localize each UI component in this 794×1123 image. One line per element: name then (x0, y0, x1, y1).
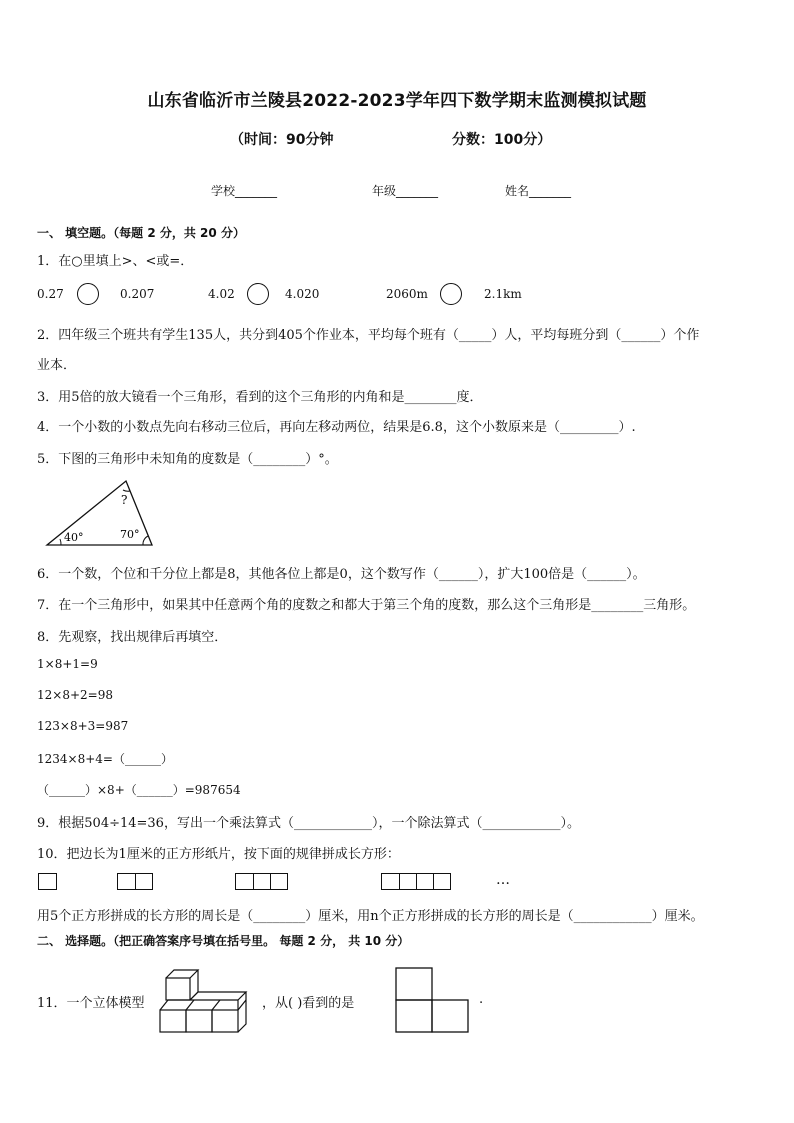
grade-field: 年级_______ (372, 184, 439, 198)
question-9: 9．根据504÷14=36，写出一个乘法算式（____________），一个除法算式（____________）。 (37, 816, 580, 831)
question-2: 2．四年级三个班共有学生135人，共分到405个作业本，平均每个班有（_____）人，平均每班分到（______）个作 (37, 328, 700, 343)
page-title: 山东省临沂市兰陵县2022-2023学年四下数学期末监测模拟试题 (147, 91, 647, 111)
section-2-heading: 二、 选择题。（把正确答案序号填在括号里。 每题 2 分， 共 10 分） (37, 934, 410, 948)
q8-line-1: 1×8+1=9 (37, 657, 98, 671)
view-figure (395, 967, 471, 1033)
school-field: 学校_______ (211, 184, 278, 198)
square-row-2 (117, 873, 153, 890)
square-row-3 (235, 873, 288, 890)
q8-line-2: 12×8+2=98 (37, 688, 113, 702)
angle-left-label: 40° (64, 531, 84, 544)
square-row-4 (381, 873, 451, 890)
unknown-angle-label: ? (121, 493, 128, 507)
q1-pair3-right: 2.1km (484, 287, 522, 301)
question-8: 8．先观察，找出规律后再填空． (37, 630, 228, 645)
ellipsis: … (496, 872, 510, 888)
compare-circle[interactable] (77, 283, 99, 305)
cube-model-figure (158, 966, 250, 1036)
compare-circle[interactable] (247, 283, 269, 305)
q8-line-5: （______）×8+（______）=987654 (37, 783, 241, 797)
q8-line-3: 123×8+3=987 (37, 719, 129, 733)
question-5: 5．下图的三角形中未知角的度数是（________）°。 (37, 452, 338, 467)
section-1-heading: 一、 填空题。（每题 2 分，共 20 分） (37, 226, 245, 240)
exam-score: 分数：100分） (452, 132, 552, 148)
q8-line-4: 1234×8+4=（______） (37, 752, 173, 766)
q1-pair2-right: 4.020 (285, 287, 320, 301)
question-10-text: 用5个正方形拼成的长方形的周长是（________）厘米，用n个正方形拼成的长方形的周长是（____________）厘米。 (37, 909, 704, 924)
name-field: 姓名_______ (505, 184, 572, 198)
compare-circle[interactable] (440, 283, 462, 305)
question-3: 3．用5倍的放大镜看一个三角形，看到的这个三角形的内角和是________度． (37, 390, 483, 405)
question-11: 11．一个立体模型 (37, 996, 145, 1011)
q1-pair1-right: 0.207 (120, 287, 155, 301)
triangle-figure (44, 478, 156, 548)
question-2-cont: 业本． (37, 358, 77, 373)
q1-pair1-left: 0.27 (37, 287, 64, 301)
q1-pair3-left: 2060m (386, 287, 428, 301)
exam-time: （时间：90分钟 (230, 132, 334, 148)
question-6: 6．一个数，个位和千分位上都是8，其他各位上都是0，这个数写作（______），扩大100倍是（______）。 (37, 567, 646, 582)
question-10: 10．把边长为1厘米的正方形纸片，按下面的规律拼成长方形： (37, 847, 400, 862)
question-1: 1．在○里填上>、<或=． (37, 254, 194, 269)
question-4: 4．一个小数的小数点先向右移动三位后，再向左移动两位，结果是6.8，这个小数原来是（_________）. (37, 420, 636, 435)
angle-right-label: 70° (120, 528, 140, 541)
square-row-1 (38, 873, 57, 890)
question-7: 7．在一个三角形中，如果其中任意两个角的度数之和都大于第三个角的度数，那么这个三角形是________三角形。 (37, 598, 696, 613)
q1-pair2-left: 4.02 (208, 287, 235, 301)
question-11-end: . (479, 992, 484, 1007)
question-11-mid: ，从( )看到的是 (262, 996, 355, 1011)
